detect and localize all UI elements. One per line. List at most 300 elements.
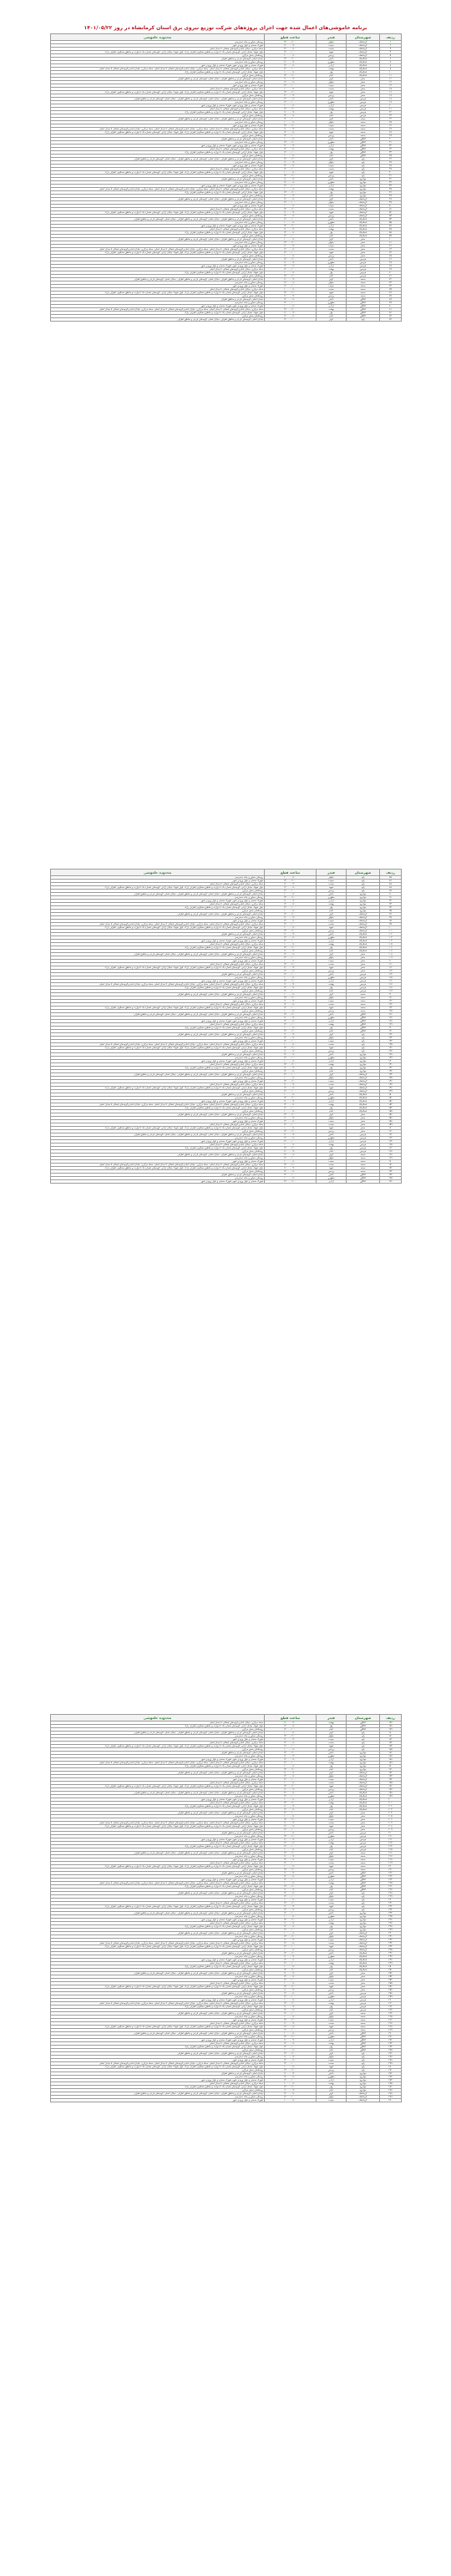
time-cell: ۰۹:۰۰ - ۱۱:۰۰ (265, 245, 317, 248)
time-cell: ۱۱:۰۰ - ۱۳:۰۰ (265, 1952, 317, 1955)
time-cell: ۰۸:۰۰ - ۱۲:۰۰ (265, 2026, 317, 2029)
table-row (51, 318, 402, 322)
time-cell: ۰۸:۰۰ - ۱۲:۰۰ (265, 1725, 317, 1728)
county-cell: اسلام‌آباد (347, 1955, 380, 1959)
area-cell: محله مرکزی، خیابان امام و کوچه‌های شمالی تا میدان اصلی، محله مرکزی، خیابان امام و کوچه‌های شمالی تا میدان اصلی، محله مرکزی، خیابان امام و کوچه‌های شمالی تا میدان اصلی (51, 188, 265, 191)
row-number: ۲۲۶ (380, 1885, 402, 1889)
area-cell: روستای مجاور و جاده دسترسی (51, 1755, 265, 1758)
area-cell: روستای مجاور و جاده دسترسی (51, 1875, 265, 1879)
header-time: ساعت قطع (265, 870, 317, 876)
county-cell: سنقر (347, 91, 380, 94)
county-cell: پاوه (347, 1742, 380, 1745)
feeder-cell: پردیس (317, 930, 347, 933)
area-cell: روستای مجاور و جاده دسترسی (51, 61, 265, 64)
county-cell: کنگاور (347, 2042, 380, 2046)
row-number: ۲۵۶ (380, 1985, 402, 1989)
time-cell: ۰۹:۰۰ - ۱۱:۰۰ (265, 1855, 317, 1858)
time-cell: ۱۱:۰۰ - ۱۳:۰۰ (265, 108, 317, 111)
feeder-cell: بهشت (317, 228, 347, 231)
row-number: ۱۳۹ (380, 1057, 402, 1060)
row-number: ۲۶۳ (380, 2009, 402, 2012)
county-cell: جوانرود (347, 2072, 380, 2076)
feeder-cell: بهشت (317, 1922, 347, 1925)
time-cell: ۱۰:۰۰ - ۱۲:۰۰ (265, 973, 317, 976)
county-cell: کنگاور (347, 1027, 380, 1030)
feeder-cell: بهشت (317, 1762, 347, 1765)
time-cell: ۰۸:۰۰ - ۱۲:۰۰ (265, 1053, 317, 1057)
row-number: ۲۰۸ (380, 1825, 402, 1828)
area-cell: خیابان اصلی، کوچه‌های فرعی و مناطق اطراف، خیابان اصلی، کوچه‌های فرعی و مناطق اطراف (51, 1154, 265, 1157)
feeder-cell: بهشت (317, 943, 347, 946)
row-number: ۲۶۹ (380, 2029, 402, 2032)
row-number: ۱۷۴ (380, 1174, 402, 1177)
time-cell: ۰۸:۰۰ - ۱۲:۰۰ (265, 1808, 317, 1812)
county-cell: صحنه (347, 993, 380, 996)
row-number: ۱۵۹ (380, 1123, 402, 1127)
area-cell: روستای مجاور و جاده دسترسی (51, 221, 265, 225)
area-cell: روستاهای بخش مرکزی (51, 1989, 265, 1992)
feeder-cell: شهید (317, 966, 347, 970)
time-cell: ۱۰:۰۰ - ۱۲:۰۰ (265, 890, 317, 893)
county-cell: جوانرود (347, 178, 380, 181)
row-number: ۱۱۵ (380, 976, 402, 980)
area-cell: شهرک صنعتی و بلوار ورودی شهر (51, 2099, 265, 2102)
row-number: ۲۷۳ (380, 2042, 402, 2046)
row-number: ۴۳ (380, 181, 402, 185)
area-cell: شهرک صنعتی و بلوار ورودی شهر، شهرک صنعتی و بلوار ورودی شهر (51, 1020, 265, 1023)
feeder-cell: دانش (317, 178, 347, 181)
county-cell: هرسین (347, 1133, 380, 1137)
row-number: ۱۱۰ (380, 960, 402, 963)
area-cell: شهرک صنعتی و بلوار ورودی شهر (51, 1120, 265, 1123)
row-number: ۲۳۱ (380, 1902, 402, 1905)
row-number: ۱۸۷ (380, 1755, 402, 1758)
area-cell: روستای مجاور و جاده دسترسی (51, 1017, 265, 1020)
feeder-cell: دانش (317, 98, 347, 101)
time-cell: ۰۸:۰۰ - ۱۲:۰۰ (265, 1087, 317, 1090)
time-cell: ۱۱:۰۰ - ۱۳:۰۰ (265, 158, 317, 161)
time-cell: ۱۰:۰۰ - ۱۲:۰۰ (265, 2029, 317, 2032)
row-number: ۲۶ (380, 124, 402, 128)
area-cell: شهرک صنعتی و بلوار ورودی شهر (51, 245, 265, 248)
county-cell: صحنه (347, 2019, 380, 2022)
row-number: ۵۹ (380, 235, 402, 238)
county-cell: کرمانشاه (347, 923, 380, 926)
time-cell: ۱۱:۰۰ - ۱۳:۰۰ (265, 1768, 317, 1772)
feeder-cell: سپیده (317, 1160, 347, 1164)
time-cell: ۰۹:۰۰ - ۱۱:۰۰ (265, 1083, 317, 1087)
row-number: ۱۵۳ (380, 1103, 402, 1107)
area-cell: خیابان اصلی، کوچه‌های فرعی و مناطق اطراف، خیابان اصلی، کوچه‌های فرعی و مناطق اطراف (51, 78, 265, 81)
feeder-cell: بهار (317, 986, 347, 990)
area-cell: روستای مجاور و جاده دسترسی (51, 1077, 265, 1080)
county-cell: هرسین (347, 1150, 380, 1154)
time-cell: ۱۰:۰۰ - ۱۲:۰۰ (265, 2079, 317, 2082)
area-cell: روستاهای بخش مرکزی (51, 114, 265, 118)
row-number: ۵ (380, 54, 402, 58)
row-number: ۱۸۸ (380, 1758, 402, 1762)
feeder-cell: پردیس (317, 1170, 347, 1174)
row-number: ۲۶۵ (380, 2016, 402, 2019)
area-cell: شهرک صنعتی و بلوار ورودی شهر، شهرک صنعتی و بلوار ورودی شهر (51, 1959, 265, 1962)
area-cell: شهرک صنعتی و بلوار ورودی شهر (51, 1160, 265, 1164)
feeder-cell: نیلوفر (317, 81, 347, 84)
county-cell: کنگاور (347, 1725, 380, 1728)
area-cell: بلوار شهدا، خیابان آزادی، کوچه‌های شماره یک تا دوازده و مناطق مسکونی اطراف پارک، بلوار شهدا، خیابان آزادی، کوچه‌های شماره یک تا دوازده و مناطق مسکونی اطراف پارک (51, 51, 265, 54)
feeder-cell: بهشت (317, 903, 347, 906)
county-cell: اسلام‌آباد (347, 1093, 380, 1097)
feeder-cell: نیلوفر (317, 1157, 347, 1160)
county-cell: هرسین (347, 268, 380, 271)
area-cell: بلوار شهدا، خیابان آزادی، کوچه‌های شماره یک تا دوازده و مناطق مسکونی اطراف پارک (51, 986, 265, 990)
feeder-cell: سپیده (317, 205, 347, 208)
feeder-cell: بهار (317, 1765, 347, 1768)
county-cell: پاوه (347, 1033, 380, 1037)
area-cell: روستای مجاور و جاده دسترسی (51, 936, 265, 940)
area-cell: روستای مجاور و جاده دسترسی (51, 976, 265, 980)
county-cell: سنقر (347, 1117, 380, 1120)
county-cell: کرمانشاه (347, 1788, 380, 1792)
county-cell: پاوه (347, 880, 380, 883)
county-cell: پاوه (347, 1043, 380, 1047)
area-cell: روستاهای بخش مرکزی (51, 275, 265, 278)
feeder-cell: بهشت (317, 268, 347, 271)
time-cell: ۰۸:۰۰ - ۱۰:۰۰ (265, 1748, 317, 1752)
county-cell: صحنه (347, 131, 380, 134)
feeder-cell: شهید (317, 1865, 347, 1869)
county-cell: سنقر (347, 78, 380, 81)
time-cell: ۰۸:۰۰ - ۱۰:۰۰ (265, 1915, 317, 1919)
area-cell: بلوار شهدا، خیابان آزادی، کوچه‌های شماره یک تا دوازده و مناطق مسکونی اطراف پارک (51, 312, 265, 315)
time-cell: ۰۹:۰۰ - ۱۱:۰۰ (265, 883, 317, 886)
time-cell: ۰۹:۰۰ - ۱۱:۰۰ (265, 1872, 317, 1875)
row-number: ۱۹۷ (380, 1788, 402, 1792)
feeder-cell: بهار (317, 2006, 347, 2009)
time-cell: ۰۸:۰۰ - ۱۲:۰۰ (265, 215, 317, 218)
row-number: ۲۶۶ (380, 2019, 402, 2022)
row-number: ۲۷۹ (380, 2062, 402, 2066)
feeder-cell: مطهری (317, 61, 347, 64)
area-cell: روستای مجاور و جاده دسترسی (51, 2076, 265, 2079)
time-cell: ۰۹:۰۰ - ۱۱:۰۰ (265, 278, 317, 281)
time-cell: ۰۸:۰۰ - ۱۲:۰۰ (265, 1103, 317, 1107)
time-cell: ۱۰:۰۰ - ۱۲:۰۰ (265, 1728, 317, 1732)
area-cell: شهرک صنعتی و بلوار ورودی شهر، شهرک صنعتی و بلوار ورودی شهر (51, 940, 265, 943)
row-number: ۱۷۹ (380, 1728, 402, 1732)
feeder-cell: نیلوفر (317, 2016, 347, 2019)
county-cell: پاوه (347, 1037, 380, 1040)
time-cell: ۱۱:۰۰ - ۱۳:۰۰ (265, 1735, 317, 1738)
feeder-cell: امام (317, 2049, 347, 2052)
row-number: ۲۶۱ (380, 2002, 402, 2006)
row-number: ۹۹ (380, 923, 402, 926)
feeder-cell: بهار (317, 312, 347, 315)
county-cell: کرمانشاه (347, 41, 380, 44)
county-cell: اسلام‌آباد (347, 1795, 380, 1798)
feeder-cell: امام (317, 1110, 347, 1113)
feeder-cell: مطهری (317, 181, 347, 185)
time-cell: ۰۸:۰۰ - ۱۲:۰۰ (265, 1892, 317, 1895)
row-number: ۲۴ (380, 118, 402, 121)
row-number: ۲۴۰ (380, 1932, 402, 1935)
area-cell: شهرک صنعتی و بلوار ورودی شهر، شهرک صنعتی و بلوار ورودی شهر (51, 1140, 265, 1143)
area-cell: شهرک صنعتی و بلوار ورودی شهر، شهرک صنعتی و بلوار ورودی شهر (51, 225, 265, 228)
area-cell: بلوار شهدا، خیابان آزادی، کوچه‌های شماره یک تا دوازده و مناطق مسکونی اطراف پارک، بلوار شهدا، خیابان آزادی، کوچه‌های شماره یک تا دوازده و مناطق مسکونی اطراف پارک (51, 1745, 265, 1748)
time-cell: ۰۹:۰۰ - ۱۱:۰۰ (265, 178, 317, 181)
row-number: ۲۳۶ (380, 1919, 402, 1922)
time-cell: ۰۸:۰۰ - ۱۲:۰۰ (265, 298, 317, 302)
area-cell: روستاهای بخش مرکزی (51, 1030, 265, 1033)
area-cell: محله مرکزی، خیابان امام و کوچه‌های شمالی تا میدان اصلی (51, 1902, 265, 1905)
county-cell: اسلام‌آباد (347, 1952, 380, 1955)
county-cell: هرسین (347, 1143, 380, 1147)
header-area: محدوده خاموشی (51, 870, 265, 876)
county-cell: جوانرود (347, 1063, 380, 1067)
header-row-number: ردیف (380, 870, 402, 876)
area-cell: روستای مجاور و جاده دسترسی (51, 201, 265, 205)
row-number: ۱۹۸ (380, 1792, 402, 1795)
feeder-cell: صنعت (317, 883, 347, 886)
county-cell: جوانرود (347, 1070, 380, 1073)
time-cell: ۱۰:۰۰ - ۱۲:۰۰ (265, 1945, 317, 1949)
county-cell: کرمانشاه (347, 930, 380, 933)
row-number: ۱۱۷ (380, 983, 402, 986)
time-cell: ۰۹:۰۰ - ۱۱:۰۰ (265, 1989, 317, 1992)
row-number: ۶۲ (380, 245, 402, 248)
time-cell: ۰۸:۰۰ - ۱۰:۰۰ (265, 1848, 317, 1852)
feeder-cell: صنعت (317, 88, 347, 91)
feeder-cell: شهید (317, 131, 347, 134)
county-cell: سنقر (347, 963, 380, 966)
feeder-cell: پردیس (317, 1050, 347, 1053)
row-number: ۱۴۰ (380, 1060, 402, 1063)
county-cell: کرمانشاه (347, 1945, 380, 1949)
time-cell: ۱۱:۰۰ - ۱۳:۰۰ (265, 1047, 317, 1050)
county-cell: جوانرود (347, 195, 380, 198)
time-cell: ۱۱:۰۰ - ۱۳:۰۰ (265, 1802, 317, 1805)
county-cell: سنقر (347, 966, 380, 970)
row-number: ۱۲ (380, 78, 402, 81)
area-cell: بلوار شهدا، خیابان آزادی، کوچه‌های شماره یک تا دوازده و مناطق مسکونی اطراف پارک (51, 151, 265, 155)
time-cell: ۱۰:۰۰ - ۱۲:۰۰ (265, 923, 317, 926)
feeder-cell: مطهری (317, 1097, 347, 1100)
row-number: ۴۱ (380, 175, 402, 178)
area-cell: روستاهای بخش مرکزی (51, 315, 265, 318)
area-cell: شهرک صنعتی و بلوار ورودی شهر (51, 1040, 265, 1043)
feeder-cell: شهید (317, 1945, 347, 1949)
area-cell: روستای مجاور و جاده دسترسی (51, 956, 265, 960)
header-feeder: فیدر (317, 1715, 347, 1722)
row-number: ۶۴ (380, 251, 402, 255)
row-number: ۱۸۱ (380, 1735, 402, 1738)
county-cell: اسلام‌آباد (347, 68, 380, 71)
area-cell: شهرک صنعتی و بلوار ورودی شهر، شهرک صنعتی و بلوار ورودی شهر (51, 145, 265, 148)
county-cell: هرسین (347, 983, 380, 986)
row-number: ۶۸ (380, 265, 402, 268)
feeder-cell: نیلوفر (317, 41, 347, 44)
row-number: ۲۴۱ (380, 1935, 402, 1939)
row-number: ۲۵۹ (380, 1995, 402, 1999)
area-cell: محله مرکزی، خیابان امام و کوچه‌های شمالی تا میدان اصلی، محله مرکزی، خیابان امام و کوچه‌های شمالی تا میدان اصلی، محله مرکزی، خیابان امام و کوچه‌های شمالی تا میدان اصلی (51, 128, 265, 131)
feeder-cell: شهید (317, 1087, 347, 1090)
time-cell: ۰۸:۰۰ - ۱۲:۰۰ (265, 248, 317, 251)
row-number: ۲۳۴ (380, 1912, 402, 1915)
feeder-cell: صنعت (317, 208, 347, 211)
feeder-cell: بهشت (317, 1722, 347, 1725)
county-cell: جوانرود (347, 2082, 380, 2086)
row-number: ۱۳۶ (380, 1047, 402, 1050)
area-cell: شهرک صنعتی و بلوار ورودی شهر، شهرک صنعتی و بلوار ورودی شهر (51, 2039, 265, 2042)
row-number: ۲۲۲ (380, 1872, 402, 1875)
area-cell: روستاهای بخش مرکزی (51, 1748, 265, 1752)
time-cell: ۱۰:۰۰ - ۱۲:۰۰ (265, 68, 317, 71)
feeder-cell: امام (317, 74, 347, 78)
area-cell: خیابان اصلی، کوچه‌های فرعی و مناطق اطراف، خیابان اصلی، کوچه‌های فرعی و مناطق اطراف، خیابان اصلی، کوچه‌های فرعی و مناطق اطراف (51, 2092, 265, 2096)
time-cell: ۱۰:۰۰ - ۱۲:۰۰ (265, 1929, 317, 1932)
area-cell: روستاهای بخش مرکزی (51, 1909, 265, 1912)
row-number: ۱۷۸ (380, 1725, 402, 1728)
county-cell: صحنه (347, 285, 380, 288)
row-number: ۲۷۰ (380, 2032, 402, 2036)
county-cell: هرسین (347, 1999, 380, 2002)
row-number: ۳ (380, 48, 402, 51)
county-cell: اسلام‌آباد (347, 1100, 380, 1103)
county-cell: کنگاور (347, 138, 380, 141)
time-cell: ۰۸:۰۰ - ۱۰:۰۰ (265, 138, 317, 141)
time-cell: ۰۹:۰۰ - ۱۱:۰۰ (265, 1000, 317, 1003)
header-county: شهرستان (347, 1715, 380, 1722)
area-cell: خیابان اصلی، کوچه‌های فرعی و مناطق اطراف، خیابان اصلی، کوچه‌های فرعی و مناطق اطراف (51, 1812, 265, 1815)
county-cell: هرسین (347, 1838, 380, 1842)
feeder-cell: سپیده (317, 1738, 347, 1742)
time-cell: ۱۰:۰۰ - ۱۲:۰۰ (265, 1879, 317, 1882)
area-cell: خیابان اصلی، کوچه‌های فرعی و مناطق اطراف (51, 58, 265, 61)
row-number: ۵۳ (380, 215, 402, 218)
area-cell: خیابان اصلی، کوچه‌های فرعی و مناطق اطراف (51, 1952, 265, 1955)
row-number: ۱۳۸ (380, 1053, 402, 1057)
row-number: ۱۶ (380, 91, 402, 94)
area-cell: محله مرکزی، خیابان امام و کوچه‌های شمالی تا میدان اصلی (51, 208, 265, 211)
row-number: ۱۴۶ (380, 1080, 402, 1083)
feeder-cell: مطهری (317, 302, 347, 305)
county-cell: صحنه (347, 1852, 380, 1855)
time-cell: ۱۱:۰۰ - ۱۳:۰۰ (265, 880, 317, 883)
area-cell: روستای مجاور و جاده دسترسی (51, 1157, 265, 1160)
time-cell: ۰۹:۰۰ - ۱۱:۰۰ (265, 1972, 317, 1975)
feeder-cell: پردیس (317, 1869, 347, 1872)
county-cell: هرسین (347, 104, 380, 108)
table-header-row (51, 34, 402, 41)
county-cell: سنقر (347, 1130, 380, 1133)
row-number: ۱۲۸ (380, 1020, 402, 1023)
time-cell: ۱۱:۰۰ - ۱۳:۰۰ (265, 1835, 317, 1838)
county-cell: کرمانشاه (347, 2099, 380, 2102)
county-cell: هرسین (347, 986, 380, 990)
time-cell: ۱۰:۰۰ - ۱۲:۰۰ (265, 906, 317, 910)
time-cell: ۰۸:۰۰ - ۱۰:۰۰ (265, 960, 317, 963)
county-cell: کرمانشاه (347, 1939, 380, 1942)
county-cell: سنقر (347, 956, 380, 960)
row-number: ۱۲۵ (380, 1010, 402, 1013)
feeder-cell: پردیس (317, 1010, 347, 1013)
row-number: ۲۴۷ (380, 1955, 402, 1959)
row-number: ۱۸۲ (380, 1738, 402, 1742)
area-cell: روستای مجاور و جاده دسترسی (51, 916, 265, 920)
county-cell: هرسین (347, 108, 380, 111)
county-cell: کرمانشاه (347, 916, 380, 920)
row-number: ۲۷۱ (380, 2036, 402, 2039)
row-number: ۲۶۲ (380, 2006, 402, 2009)
feeder-cell: امام (317, 114, 347, 118)
feeder-cell: بهشت (317, 108, 347, 111)
feeder-cell: امام (317, 910, 347, 913)
feeder-cell: امام (317, 1848, 347, 1852)
county-cell: کنگاور (347, 1017, 380, 1020)
feeder-cell: سپیده (317, 2019, 347, 2022)
area-cell: بلوار شهدا، خیابان آزادی، کوچه‌های شماره یک تا دوازده و مناطق مسکونی اطراف پارک (51, 1027, 265, 1030)
feeder-cell: شهید (317, 91, 347, 94)
feeder-cell: مطهری (317, 1835, 347, 1838)
feeder-cell: پردیس (317, 1090, 347, 1093)
row-number: ۱۴۱ (380, 1063, 402, 1067)
feeder-cell: بهار (317, 271, 347, 275)
feeder-cell: سپیده (317, 1080, 347, 1083)
time-cell: ۰۹:۰۰ - ۱۱:۰۰ (265, 950, 317, 953)
row-number: ۱۰۹ (380, 956, 402, 960)
county-cell: کنگاور (347, 2039, 380, 2042)
county-cell: کنگاور (347, 315, 380, 318)
area-cell: خیابان اصلی، کوچه‌های فرعی و مناطق اطراف (51, 178, 265, 181)
feeder-cell: کوثر (317, 158, 347, 161)
row-number: ۱۹۵ (380, 1782, 402, 1785)
area-cell: محله مرکزی، خیابان امام و کوچه‌های شمالی تا میدان اصلی (51, 1143, 265, 1147)
row-number: ۷۲ (380, 278, 402, 281)
feeder-cell: امام (317, 2009, 347, 2012)
feeder-cell: بهار (317, 1067, 347, 1070)
area-cell: روستاهای بخش مرکزی (51, 1050, 265, 1053)
area-cell: روستاهای بخش مرکزی (51, 134, 265, 138)
row-number: ۲۱۳ (380, 1842, 402, 1845)
feeder-cell: مطهری (317, 896, 347, 900)
row-number: ۲۷۸ (380, 2059, 402, 2062)
feeder-cell: بهار (317, 111, 347, 114)
county-cell: صحنه (347, 134, 380, 138)
county-cell: کرمانشاه (347, 215, 380, 218)
feeder-cell: امام (317, 1808, 347, 1812)
feeder-cell: کوثر (317, 1772, 347, 1775)
row-number: ۶۱ (380, 241, 402, 245)
county-cell: هرسین (347, 1137, 380, 1140)
area-cell: محله مرکزی، خیابان امام و کوچه‌های شمالی تا میدان اصلی (51, 48, 265, 51)
area-cell: بلوار شهدا، خیابان آزادی، کوچه‌های شماره یک تا دوازده و مناطق مسکونی اطراف پارک (51, 1107, 265, 1110)
row-number: ۱۲۱ (380, 996, 402, 1000)
county-cell: پاوه (347, 2066, 380, 2069)
area-cell: روستاهای بخش مرکزی (51, 155, 265, 158)
time-cell: ۱۰:۰۰ - ۱۲:۰۰ (265, 990, 317, 993)
area-cell: بلوار شهدا، خیابان آزادی، کوچه‌های شماره یک تا دوازده و مناطق مسکونی اطراف پارک (51, 1925, 265, 1929)
time-cell: ۰۸:۰۰ - ۱۰:۰۰ (265, 1815, 317, 1818)
time-cell: ۰۸:۰۰ - ۱۲:۰۰ (265, 114, 317, 118)
row-number: ۱۷ (380, 94, 402, 98)
row-number: ۲۳۳ (380, 1909, 402, 1912)
area-cell: روستای مجاور و جاده دسترسی (51, 141, 265, 145)
county-cell: کرمانشاه (347, 1775, 380, 1778)
row-number: ۲۶۴ (380, 2012, 402, 2016)
row-number: ۲۸۲ (380, 2072, 402, 2076)
area-cell: خیابان اصلی، کوچه‌های فرعی و مناطق اطراف، خیابان اصلی، کوچه‌های فرعی و مناطق اطراف، خیابان اصلی، کوچه‌های فرعی و مناطق اطراف (51, 158, 265, 161)
row-number: ۲۰۹ (380, 1828, 402, 1832)
county-cell: کرمانشاه (347, 1942, 380, 1945)
